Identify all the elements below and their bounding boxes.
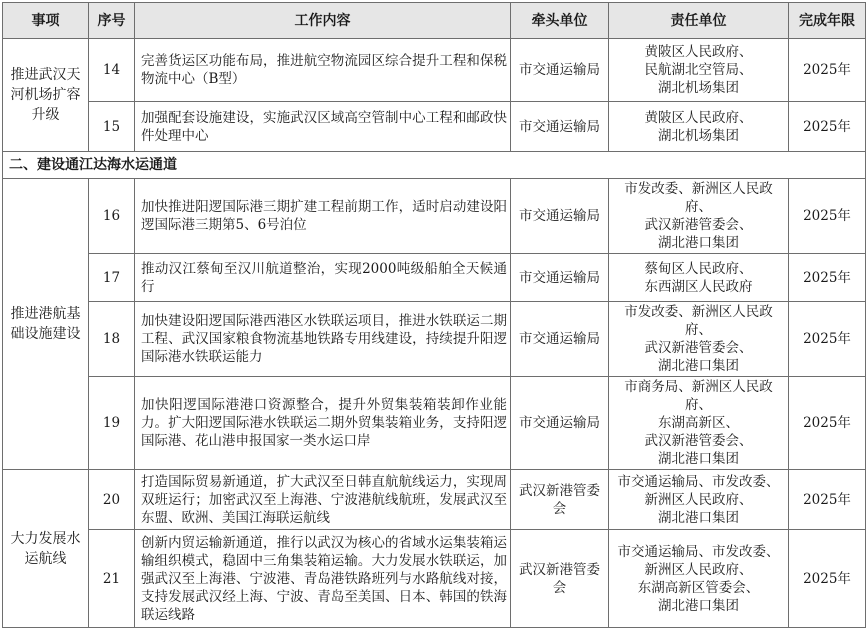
responsible-unit: 市商务局、新洲区人民政府、 xyxy=(624,379,773,413)
section-title: 二、建设通江达海水运通道 xyxy=(3,152,866,179)
deadline-year: 2025年 xyxy=(789,470,866,530)
responsible-unit: 湖北港口集团 xyxy=(658,235,739,251)
row-number: 17 xyxy=(89,254,135,302)
responsible-unit: 新洲区人民政府、 xyxy=(644,491,753,508)
responsible-unit: 东西湖区人民政府 xyxy=(644,278,753,295)
table-row xyxy=(3,377,866,470)
lead-unit: 市交通运输局 xyxy=(511,102,609,152)
header-lead: 牵头单位 xyxy=(511,3,609,39)
group-airport: 推进武汉天河机场扩容升级 xyxy=(3,39,89,152)
row-number: 19 xyxy=(89,377,135,470)
responsible-unit: 市发改委、新洲区人民政府、 xyxy=(624,304,773,338)
responsible-unit: 武汉新港管委会、 xyxy=(644,217,753,233)
responsible-unit: 黄陂区人民政府、 xyxy=(644,109,753,126)
work-content: 推动汉江蔡甸至汉川航道整治，实现2000吨级船舶全天候通行 xyxy=(135,254,511,302)
work-content: 加快阳逻国际港港口资源整合，提升外贸集装箱装卸作业能力。扩大阳逻国际港水铁联运二期外贸集装箱业务，支持阳逻国际港、花山港申报国家一类水运口岸 xyxy=(135,377,511,470)
table-row xyxy=(3,179,866,254)
deadline-year: 2025年 xyxy=(789,377,866,470)
responsible-unit: 东湖高新区、 xyxy=(658,415,739,431)
deadline-year: 2025年 xyxy=(789,302,866,377)
deadline-year: 2025年 xyxy=(789,179,866,254)
work-content: 创新内贸运输新通道，推行以武汉为核心的省域水运集装箱运输组织模式，稳固中三角集装箱运输。大力发展水铁联运，加强武汉至上海港、宁波港、青岛港铁路班列与水路航线对接，支持发展武汉经上海、宁波、青岛至美国、日本、韩国的铁海联运线路 xyxy=(135,530,511,628)
deadline-year: 2025年 xyxy=(789,254,866,302)
header-content: 工作内容 xyxy=(135,3,511,39)
header-no: 序号 xyxy=(89,3,135,39)
work-content: 加快推进阳逻国际港三期扩建工程前期工作，适时启动建设阳逻国际港三期第5、6号泊位 xyxy=(135,179,511,254)
responsible-unit: 武汉新港管委会、 xyxy=(644,340,753,356)
responsible-unit: 湖北港口集团 xyxy=(658,597,739,614)
header-row xyxy=(3,3,866,39)
deadline-year: 2025年 xyxy=(789,530,866,628)
responsible-unit: 市发改委、新洲区人民政府、 xyxy=(624,181,773,215)
work-plan-table xyxy=(2,2,866,628)
row-number: 16 xyxy=(89,179,135,254)
responsible-unit: 湖北机场集团 xyxy=(658,127,739,144)
responsible-unit: 武汉新港管委会、 xyxy=(644,433,753,449)
responsible-units xyxy=(609,302,789,377)
lead-unit: 市交通运输局 xyxy=(511,302,609,377)
lead-unit: 市交通运输局 xyxy=(511,179,609,254)
responsible-units xyxy=(609,530,789,628)
deadline-year: 2025年 xyxy=(789,39,866,102)
table-row xyxy=(3,302,866,377)
lead-unit: 市交通运输局 xyxy=(511,254,609,302)
responsible-unit: 新洲区人民政府、 xyxy=(644,561,753,578)
section-row xyxy=(3,152,866,179)
responsible-unit: 黄陂区人民政府、 xyxy=(644,44,753,60)
group-shipping-routes: 大力发展水运航线 xyxy=(3,470,89,628)
table-row xyxy=(3,39,866,102)
header-item: 事项 xyxy=(3,3,89,39)
responsible-units xyxy=(609,254,789,302)
deadline-year: 2025年 xyxy=(789,102,866,152)
responsible-unit: 湖北港口集团 xyxy=(658,358,739,374)
responsible-unit: 市交通运输局、市发改委、 xyxy=(617,543,780,560)
responsible-units xyxy=(609,39,789,102)
table-row xyxy=(3,254,866,302)
table-row xyxy=(3,102,866,152)
row-number: 18 xyxy=(89,302,135,377)
lead-unit: 武汉新港管委会 xyxy=(511,530,609,628)
row-number: 20 xyxy=(89,470,135,530)
responsible-unit: 湖北港口集团 xyxy=(658,509,739,526)
work-content: 加强配套设施建设，实施武汉区域高空管制中心工程和邮政快件处理中心 xyxy=(135,102,511,152)
work-content: 完善货运区功能布局，推进航空物流园区综合提升工程和保税物流中心（B型） xyxy=(135,39,511,102)
responsible-unit: 东湖高新区管委会、 xyxy=(637,579,760,596)
table-row xyxy=(3,530,866,628)
responsible-unit: 湖北港口集团 xyxy=(658,451,739,467)
responsible-units xyxy=(609,377,789,470)
responsible-unit: 市交通运输局、市发改委、 xyxy=(617,473,780,490)
responsible-units xyxy=(609,470,789,530)
row-number: 15 xyxy=(89,102,135,152)
row-number: 14 xyxy=(89,39,135,102)
lead-unit: 武汉新港管委会 xyxy=(511,470,609,530)
responsible-unit: 湖北机场集团 xyxy=(658,80,739,96)
table-row xyxy=(3,470,866,530)
header-responsible: 责任单位 xyxy=(609,3,789,39)
group-port: 推进港航基础设施建设 xyxy=(3,179,89,470)
row-number: 21 xyxy=(89,530,135,628)
lead-unit: 市交通运输局 xyxy=(511,39,609,102)
responsible-unit: 蔡甸区人民政府、 xyxy=(644,260,753,277)
work-content: 加快建设阳逻国际港西港区水铁联运项目，推进水铁联运二期工程、武汉国家粮食物流基地铁路专用线建设，持续提升阳逻国际港水铁联运能力 xyxy=(135,302,511,377)
work-content: 打造国际贸易新通道，扩大武汉至日韩直航航线运力，实现周双班运行；加密武汉至上海港、宁波港航线航班，发展武汉至东盟、欧洲、美国江海联运航线 xyxy=(135,470,511,530)
responsible-unit: 民航湖北空管局、 xyxy=(644,62,753,78)
responsible-units xyxy=(609,179,789,254)
header-deadline: 完成年限 xyxy=(789,3,866,39)
responsible-units xyxy=(609,102,789,152)
lead-unit: 市交通运输局 xyxy=(511,377,609,470)
